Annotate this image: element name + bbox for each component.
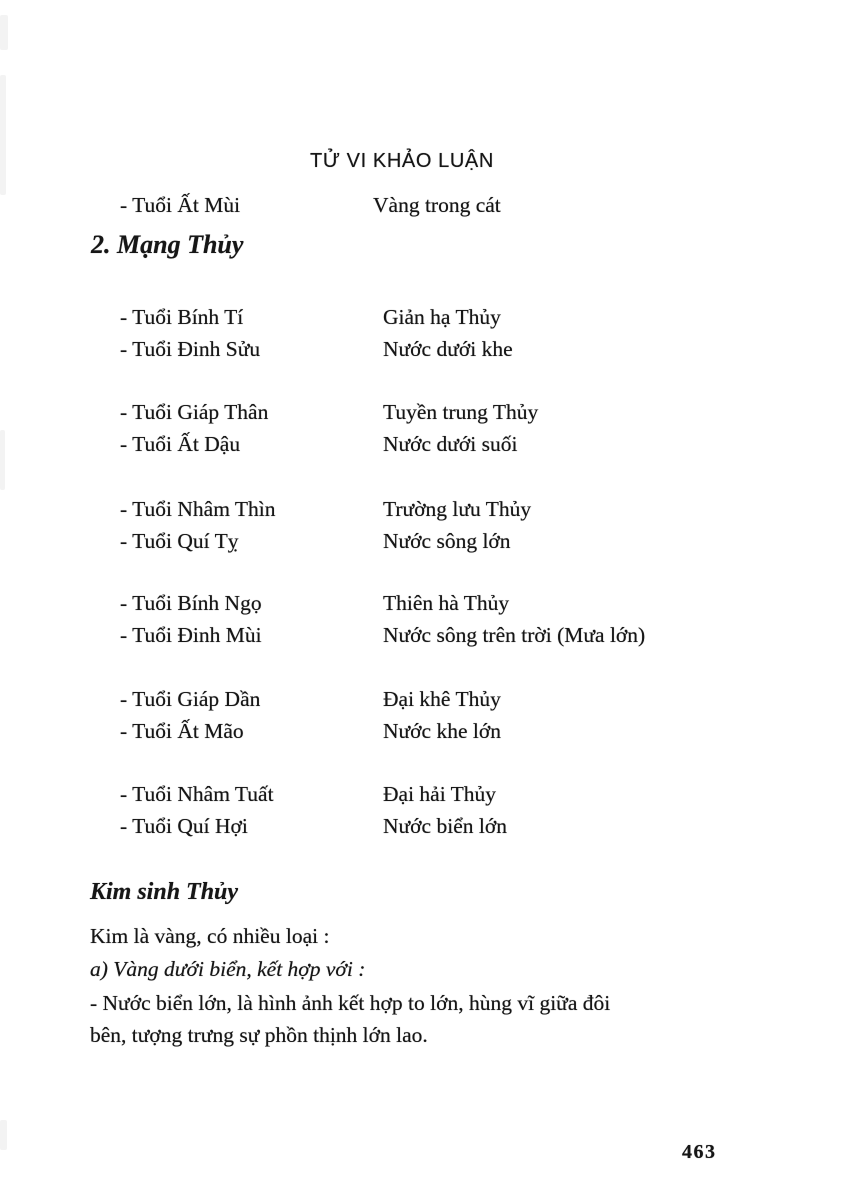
- menh-value: Nước dưới suối: [383, 432, 518, 456]
- kim-sub-heading: a) Vàng dưới biển, kết hợp với :: [90, 957, 366, 981]
- paragraph-line: - Nước biển lớn, là hình ảnh kết hợp to lớn, hùng vĩ giữa đôi: [90, 991, 611, 1015]
- scan-smudge: [0, 15, 8, 50]
- menh-value: Nước sông lớn: [383, 529, 511, 553]
- section-heading: 2. Mạng Thủy: [91, 230, 244, 259]
- menh-value: Thiên hà Thủy: [383, 591, 510, 615]
- menh-value: Nước khe lớn: [383, 719, 501, 743]
- menh-value: Tuyền trung Thủy: [383, 400, 539, 424]
- menh-value: Đại khê Thủy: [383, 687, 501, 711]
- scan-smudge: [0, 1120, 7, 1150]
- menh-value: Trường lưu Thủy: [383, 497, 532, 521]
- page-number: 463: [682, 1141, 717, 1163]
- page-title: TỬ VI KHẢO LUẬN: [310, 150, 494, 172]
- tuoi-label: - Tuổi Nhâm Tuất: [120, 782, 274, 806]
- tuoi-label: - Tuổi Ất Mão: [120, 719, 244, 743]
- menh-value: Nước sông trên trời (Mưa lớn): [383, 623, 646, 647]
- tuoi-label: - Tuổi Ất Dậu: [120, 432, 241, 456]
- menh-value: Giản hạ Thủy: [383, 305, 501, 329]
- scan-smudge: [0, 75, 6, 195]
- tuoi-label: - Tuổi Đinh Sửu: [120, 337, 261, 361]
- tuoi-label: - Tuổi Bính Ngọ: [120, 591, 262, 615]
- paragraph-line: bên, tượng trưng sự phồn thịnh lớn lao.: [90, 1023, 428, 1047]
- menh-value: Nước biển lớn: [383, 814, 507, 838]
- menh-value: Vàng trong cát: [373, 193, 501, 217]
- tuoi-label: - Tuổi Bính Tí: [120, 305, 244, 329]
- menh-value: Nước dưới khe: [383, 337, 513, 361]
- scan-smudge: [0, 430, 5, 490]
- kim-section-heading: Kim sinh Thủy: [90, 879, 239, 905]
- tuoi-label: - Tuổi Nhâm Thìn: [120, 497, 276, 521]
- kim-intro-line: Kim là vàng, có nhiều loại :: [90, 924, 330, 948]
- tuoi-label: - Tuổi Giáp Dần: [120, 687, 261, 711]
- tuoi-label: - Tuổi Giáp Thân: [120, 400, 269, 424]
- tuoi-label: - Tuổi Đinh Mùi: [120, 623, 262, 647]
- tuoi-label: - Tuổi Ất Mùi: [120, 193, 241, 217]
- menh-value: Đại hải Thủy: [383, 782, 497, 806]
- tuoi-label: - Tuổi Quí Tỵ: [120, 529, 239, 553]
- tuoi-label: - Tuổi Quí Hợi: [120, 814, 248, 838]
